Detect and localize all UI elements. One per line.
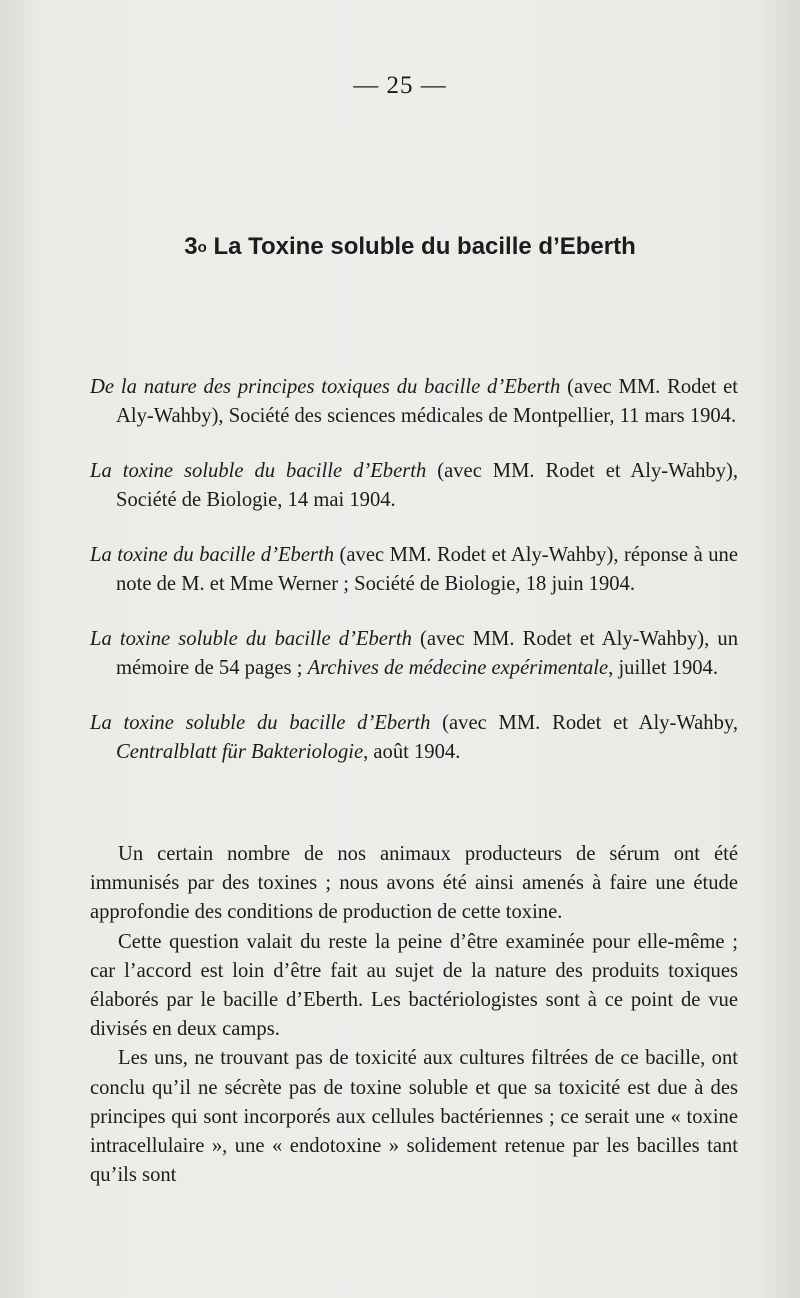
- reference-title: La toxine soluble du bacille d’Eberth: [90, 627, 412, 650]
- reference-title: La toxine du bacille d’Eberth: [90, 543, 335, 566]
- paragraph: Un certain nombre de nos animaux producteurs de sérum ont été immunisés par des toxines ; nous avons été ainsi amenés à faire une étude approfondie des conditions de production de cette toxine.: [90, 843, 738, 924]
- reference-details: (avec MM. Rodet et Aly-Wahby,: [430, 711, 738, 734]
- body-text: [90, 840, 738, 1190]
- paragraph: Les uns, ne trouvant pas de toxicité aux cultures filtrées de ce bacille, ont conclu qu’il ne sécrète pas de toxine soluble et que sa toxicité est due à des principes qui sont incorporés aux cellules bactériennes ; ce serait une « toxine intracellulaire », une « endotoxine » solidement retenue par les bacilles tant qu’ils sont: [90, 1047, 738, 1187]
- reference-details: (avec MM. Rodet et Aly-Wahby), un mémoire de 54 pages ;: [116, 627, 739, 679]
- reference-item: [90, 541, 738, 599]
- reference-item: [90, 457, 738, 515]
- reference-title: La toxine soluble du bacille d’Eberth: [90, 459, 427, 482]
- reference-details: (avec MM. Rodet et Aly-Wahby), Société de Biologie, 14 mai 1904.: [116, 459, 738, 511]
- reference-item: [90, 625, 738, 683]
- reference-journal: Centralblatt für Bakteriologie: [116, 740, 364, 763]
- reference-date: , juillet 1904.: [608, 656, 718, 679]
- section-number-superscript: o: [197, 239, 207, 256]
- reference-item: [90, 373, 738, 431]
- reference-date: , août 1904.: [363, 740, 461, 763]
- reference-item: [90, 709, 738, 767]
- page-number: — 25 —: [353, 72, 447, 99]
- paragraph: Cette question valait du reste la peine d’être examinée pour elle-même ; car l’accord est loin d’être fait au sujet de la nature des produits toxiques élaborés par le bacille d’Eberth. Les bactériologistes sont à ce point de vue divisés en deux camps.: [90, 930, 738, 1041]
- reference-title: De la nature des principes toxiques du bacille d’Eberth: [90, 375, 561, 398]
- section-title: La Toxine soluble du bacille d’Eberth: [213, 233, 636, 260]
- reference-list: [90, 352, 738, 793]
- section-heading: [0, 233, 800, 261]
- reference-details: (avec MM. Rodet et Aly-Wahby), réponse à une note de M. et Mme Werner ; Société de Biologie, 18 juin 1904.: [116, 543, 738, 595]
- reference-title: La toxine soluble du bacille d’Eberth: [90, 711, 431, 734]
- section-number: 3: [184, 233, 198, 260]
- reference-journal: Archives de médecine expérimentale: [307, 656, 609, 679]
- reference-details: (avec MM. Rodet et Aly-Wahby), Société des sciences médicales de Montpellier, 11 mars 1904.: [116, 375, 738, 427]
